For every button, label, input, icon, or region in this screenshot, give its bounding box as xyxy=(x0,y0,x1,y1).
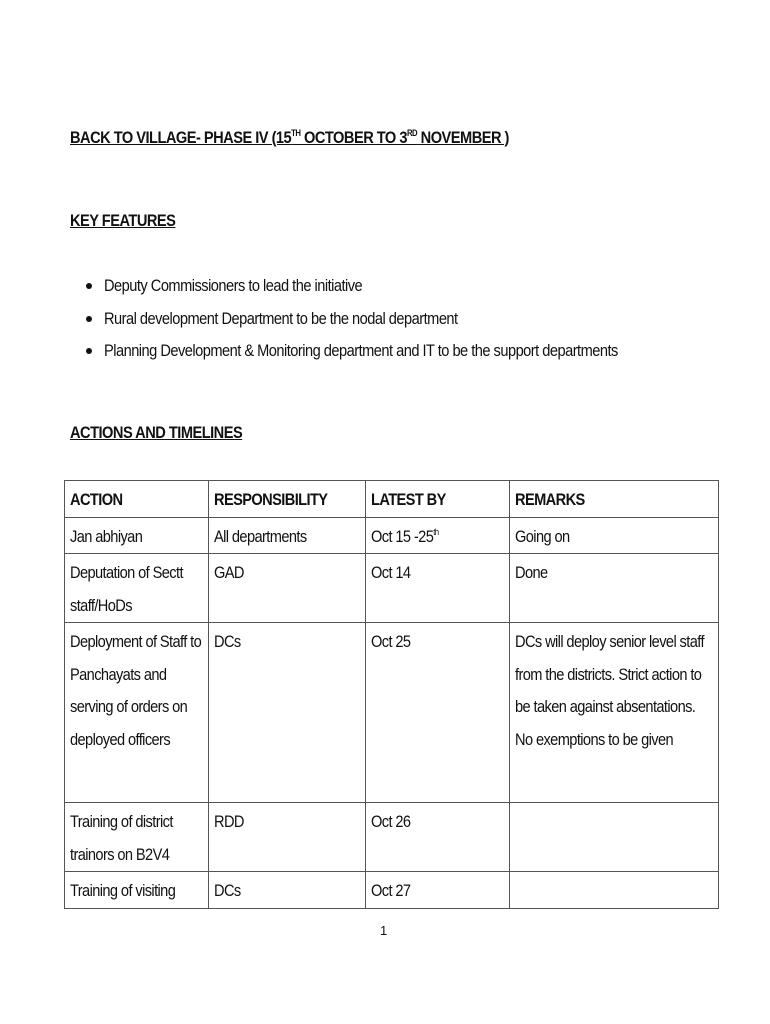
cell-action: Deployment of Staff to Panchayats and serving of orders on deployed officers xyxy=(65,623,209,803)
cell-remarks xyxy=(510,803,719,872)
column-header-latest-by: LATEST BY xyxy=(366,481,510,518)
cell-remarks: Done xyxy=(510,554,719,623)
list-item: Deputy Commissioners to lead the initiative xyxy=(84,275,701,308)
cell-latest-by: Oct 25 xyxy=(366,623,510,803)
cell-latest-by: Oct 15 -25th xyxy=(366,517,510,554)
table-row xyxy=(65,517,719,554)
cell-action: Training of district trainors on B2V4 xyxy=(65,803,209,872)
cell-responsibility: GAD xyxy=(209,554,366,623)
table-row xyxy=(65,803,719,872)
key-features-heading: KEY FEATURES xyxy=(70,211,176,230)
list-item: Planning Development & Monitoring department and IT to be the support departments xyxy=(84,340,701,373)
table-header-row xyxy=(65,481,719,518)
table-row xyxy=(65,554,719,623)
key-features-list xyxy=(84,275,701,373)
cell-responsibility: DCs xyxy=(209,872,366,909)
table-row xyxy=(65,623,719,803)
table-row xyxy=(65,872,719,909)
bullet-icon xyxy=(86,348,92,354)
cell-latest-by: Oct 27 xyxy=(366,872,510,909)
cell-latest-by: Oct 14 xyxy=(366,554,510,623)
cell-remarks: Going on xyxy=(510,517,719,554)
list-item: Rural development Department to be the nodal department xyxy=(84,308,701,341)
cell-remarks: DCs will deploy senior level staff from the districts. Strict action to be taken against absentations. No exemptions to be given xyxy=(510,623,719,803)
column-header-remarks: REMARKS xyxy=(510,481,719,518)
document-title: BACK TO VILLAGE- PHASE IV (15TH OCTOBER TO 3RD NOVEMBER ) xyxy=(70,128,509,147)
cell-action: Deputation of Sectt staff/HoDs xyxy=(65,554,209,623)
bullet-icon xyxy=(86,283,92,289)
cell-responsibility: DCs xyxy=(209,623,366,803)
page-number: 1 xyxy=(380,923,388,938)
cell-action: Jan abhiyan xyxy=(65,517,209,554)
column-header-responsibility: RESPONSIBILITY xyxy=(209,481,366,518)
cell-action: Training of visiting xyxy=(65,872,209,909)
cell-responsibility: RDD xyxy=(209,803,366,872)
actions-heading: ACTIONS AND TIMELINES xyxy=(70,423,243,442)
cell-latest-by: Oct 26 xyxy=(366,803,510,872)
column-header-action: ACTION xyxy=(65,481,209,518)
cell-responsibility: All departments xyxy=(209,517,366,554)
actions-table xyxy=(64,480,719,909)
bullet-icon xyxy=(86,316,92,322)
cell-remarks xyxy=(510,872,719,909)
